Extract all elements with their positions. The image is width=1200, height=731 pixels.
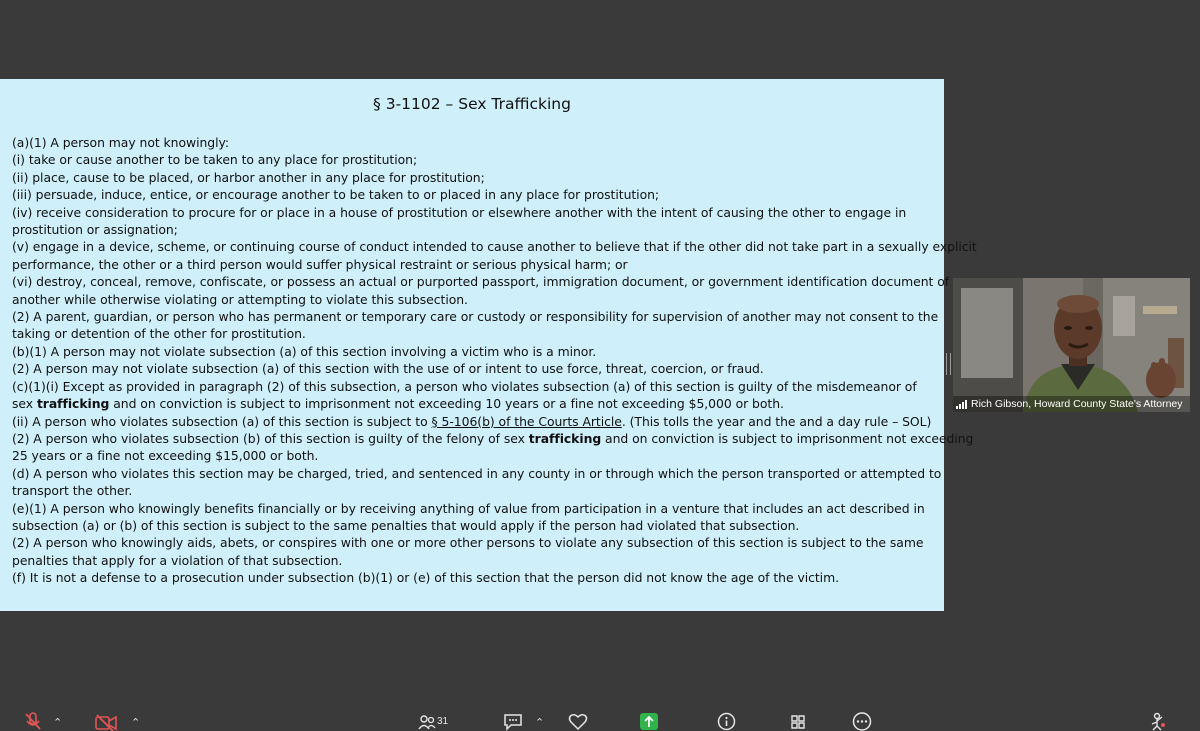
camera-button[interactable] bbox=[95, 712, 117, 731]
reactions-heart-icon bbox=[568, 712, 588, 731]
slide-line: (c)(1)(i) Except as provided in paragraph (2) of this subsection, a person who violates subsection (a) of this section is guilty of the misdemeanor of bbox=[12, 378, 917, 394]
courts-article-link[interactable]: § 5-106(b) of the Courts Article bbox=[431, 413, 622, 429]
slide-line: (i) take or cause another to be taken to any place for prostitution; bbox=[12, 152, 418, 168]
slide-text: (2) A person who violates subsection (b) of this section is guilty of the felony of sex bbox=[12, 430, 529, 446]
slide-line: (vi) destroy, conceal, remove, confiscate, or possess an actual or purported passport, immigration document, or government identification document of bbox=[12, 274, 950, 290]
slide-line: another while otherwise violating or attempting to violate this subsection. bbox=[12, 291, 468, 307]
chat-icon bbox=[503, 712, 523, 731]
slide-line: (b)(1) A person may not violate subsection (a) of this section involving a victim who is a minor. bbox=[12, 343, 597, 359]
slide-line: prostitution or assignation; bbox=[12, 222, 178, 238]
slide-line: transport the other. bbox=[12, 483, 133, 499]
slide-line bbox=[12, 413, 938, 430]
participant-name-bar bbox=[953, 396, 1190, 412]
reactions-button[interactable] bbox=[568, 712, 588, 731]
slide-line: taking or detention of the other for prostitution. bbox=[12, 326, 306, 342]
slide-line: (2) A parent, guardian, or person who has permanent or temporary care or custody or responsibility for supervision of another may not consent to the bbox=[12, 309, 939, 325]
signal-strength-icon bbox=[956, 400, 967, 409]
slide-line: (d) A person who violates this section may be charged, tried, and sentenced in any county in or through which the person transported or attempted to bbox=[12, 465, 942, 481]
slide-line: (2) A person may not violate subsection (a) of this section with the use of or intent to use force, threat, coercion, or fraud. bbox=[12, 361, 764, 377]
participant-video-tile[interactable] bbox=[953, 278, 1190, 412]
apps-button[interactable] bbox=[788, 712, 808, 731]
slide-text: . (This tolls the year and the and a day rule – SOL) bbox=[621, 413, 932, 429]
slide-line: (f) It is not a defense to a prosecution under subsection (b)(1) or (e) of this section that the person did not know the age of the victim. bbox=[12, 570, 839, 586]
chat-button[interactable] bbox=[503, 712, 523, 731]
slide-text: and on conviction is subject to imprisonment not exceeding 10 years or a fine not exceeding $5,000 or both. bbox=[109, 396, 784, 412]
chat-options-chevron-up-icon[interactable]: ⌃ bbox=[535, 717, 545, 729]
slide-line: (ii) place, cause to be placed, or harbor another in any place for prostitution; bbox=[12, 169, 485, 185]
raise-hand-button[interactable] bbox=[1147, 712, 1167, 731]
slide-line: performance, the other or a third person would suffer physical restraint or serious physical harm; or bbox=[12, 256, 628, 272]
participants-count: 31 bbox=[437, 716, 449, 727]
slide-bold-text: trafficking bbox=[528, 430, 602, 446]
apps-icon bbox=[788, 712, 808, 731]
share-screen-button[interactable] bbox=[640, 712, 658, 731]
slide-text: and on conviction is subject to imprisonment not exceeding bbox=[601, 430, 974, 446]
participants-button[interactable] bbox=[418, 712, 436, 731]
slide-line: (e)(1) A person who knowingly benefits financially or by receiving anything of value from participation in a venture that includes an act described in bbox=[12, 500, 925, 516]
slide-line: (2) A person who knowingly aids, abets, or conspires with one or more other persons to violate any subsection of this section is subject to the same bbox=[12, 535, 924, 551]
slide-bold-text: trafficking bbox=[36, 396, 110, 412]
mic-button[interactable] bbox=[25, 712, 41, 731]
slide-line: (iv) receive consideration to procure for or place in a house of prostitution or elsewhere another with the intent of causing the other to engage in bbox=[12, 204, 907, 220]
shared-slide bbox=[0, 79, 977, 611]
participants-icon bbox=[418, 712, 436, 731]
slide-line: penalties that apply for a violation of that subsection. bbox=[12, 552, 343, 568]
meeting-toolbar bbox=[0, 700, 1200, 731]
slide-line bbox=[12, 395, 938, 412]
slide-line: subsection (a) or (b) of this section is subject to the same penalties that would apply if the person had violated that subsection. bbox=[12, 517, 800, 533]
slide-line bbox=[12, 430, 974, 447]
raise-hand-icon bbox=[1147, 712, 1167, 731]
camera-off-icon bbox=[95, 712, 117, 731]
mic-options-chevron-up-icon[interactable]: ⌃ bbox=[53, 717, 63, 729]
slide-text: sex bbox=[12, 396, 37, 412]
participant-video-feed bbox=[953, 278, 1190, 412]
info-button[interactable] bbox=[717, 712, 736, 731]
share-icon bbox=[640, 712, 658, 731]
slide-line: (iii) persuade, induce, entice, or encourage another to be taken to or placed in any place for prostitution; bbox=[12, 187, 660, 203]
more-icon bbox=[852, 712, 872, 731]
slide-line: 25 years or a fine not exceeding $15,000 or both. bbox=[12, 448, 319, 464]
resize-handle[interactable] bbox=[946, 353, 951, 375]
info-icon bbox=[717, 712, 736, 731]
slide-title: § 3-1102 – Sex Trafficking bbox=[373, 95, 571, 113]
more-button[interactable] bbox=[852, 712, 872, 731]
slide-body bbox=[12, 134, 977, 587]
camera-options-chevron-up-icon[interactable]: ⌃ bbox=[131, 717, 141, 729]
mic-muted-icon bbox=[25, 712, 41, 731]
slide-text: (ii) A person who violates subsection (a) of this section is subject to bbox=[12, 413, 432, 429]
slide-line: (v) engage in a device, scheme, or continuing course of conduct intended to cause another to believe that if the other did not take part in a sexually explicit bbox=[12, 239, 977, 255]
participant-name: Rich Gibson, Howard County State's Attorney bbox=[971, 398, 1183, 410]
slide-line: (a)(1) A person may not knowingly: bbox=[12, 135, 229, 150]
